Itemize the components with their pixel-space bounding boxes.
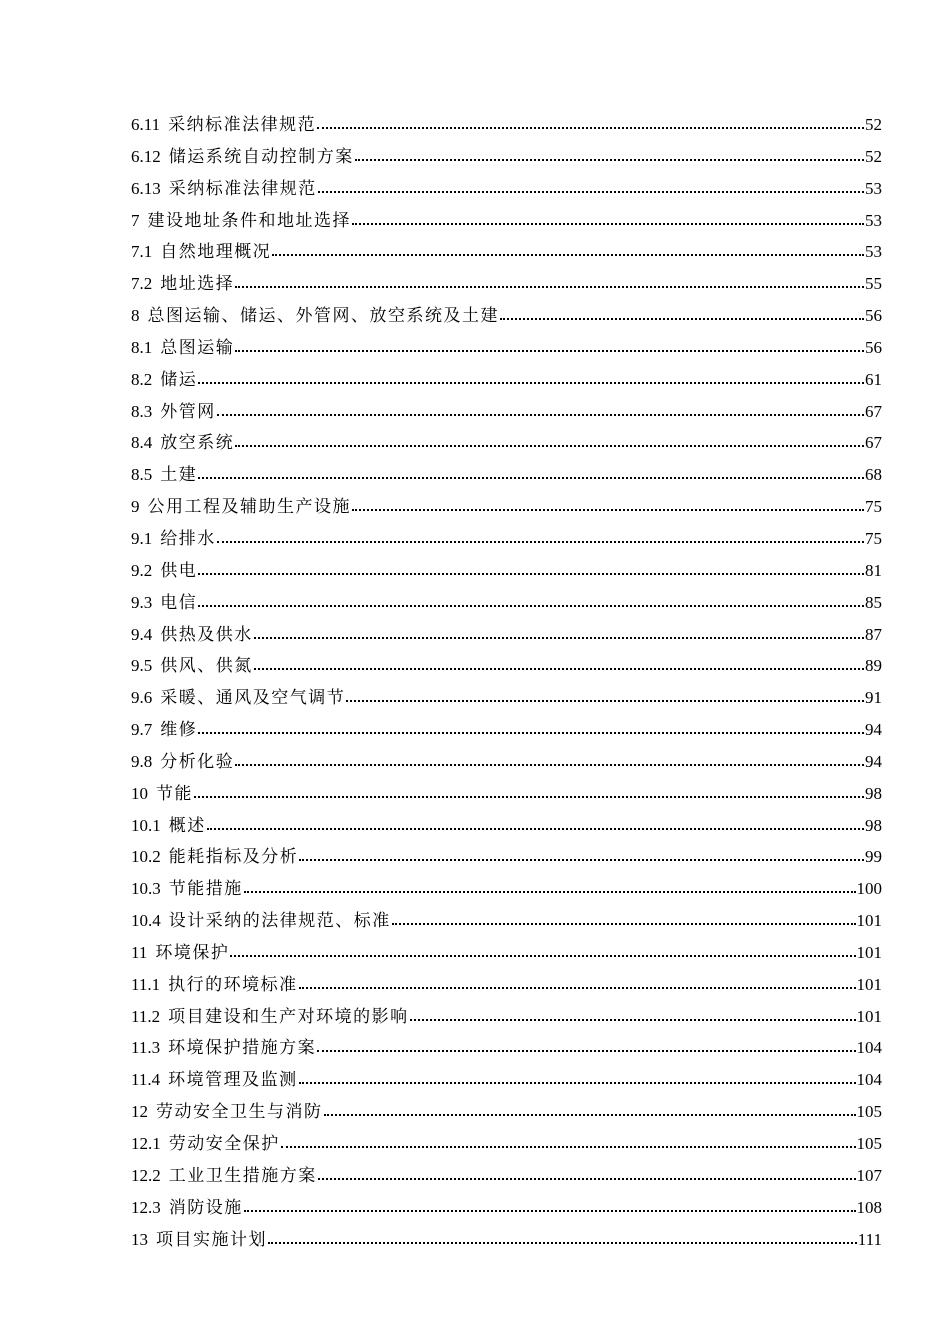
toc-dot-leader [299,986,856,989]
toc-page-number: 101 [856,974,882,994]
toc-section-title: 放空系统 [160,433,235,453]
toc-dot-leader [324,1113,856,1116]
toc-section-title: 劳动安全卫生与消防 [156,1102,323,1122]
toc-section-number: 7.1 [131,242,153,262]
toc-section-number: 9.3 [131,592,153,612]
toc-dot-leader [244,890,856,893]
toc-section-title: 总图运输 [160,337,235,357]
toc-section-title: 环境保护措施方案 [168,1038,317,1058]
toc-section-title: 执行的环境标准 [168,974,298,994]
toc-dot-leader [352,508,864,511]
toc-section-title: 地址选择 [160,274,235,294]
toc-section-title: 维修 [160,720,198,740]
toc-section-title: 环境保护 [155,942,230,962]
toc-dot-leader [235,763,864,766]
toc-entry[interactable] [131,1224,882,1256]
toc-dot-leader [207,827,864,830]
toc-page-number: 104 [856,1038,882,1058]
toc-dot-leader [217,540,864,543]
toc-section-number: 8.3 [131,401,153,421]
toc-entry[interactable] [131,1096,882,1128]
toc-entry[interactable] [131,619,882,651]
toc-page-number: 75 [865,528,882,548]
toc-page-number: 52 [865,115,882,134]
toc-page-number: 105 [856,1102,882,1122]
toc-section-title: 设计采纳的法律规范、标准 [168,911,391,931]
toc-section-number: 12.3 [131,1197,161,1217]
toc-entry[interactable] [131,364,882,396]
toc-section-title: 劳动安全保护 [168,1134,280,1153]
toc-entry[interactable] [131,1032,882,1064]
toc-section-number: 9.5 [131,656,153,676]
toc-section-title: 分析化验 [160,751,235,771]
toc-section-number: 7.2 [131,274,153,294]
toc-section-title: 采纳标准法律规范 [168,178,317,198]
toc-section-number: 6.11 [131,115,161,134]
toc-section-title: 供电 [160,560,198,580]
toc-page-number: 108 [856,1197,882,1217]
toc-page-number: 56 [865,306,882,326]
toc-section-title: 采暖、通风及空气调节 [160,688,346,708]
toc-section-number: 8.1 [131,337,153,357]
toc-page-number: 56 [865,337,882,357]
toc-section-title: 储运 [160,369,198,389]
toc-section-title: 给排水 [160,528,216,548]
toc-dot-leader [235,349,864,352]
toc-section-number: 12.2 [131,1165,161,1185]
toc-section-number: 10.3 [131,879,161,899]
toc-page-number: 101 [856,942,882,962]
toc-dot-leader [299,858,864,861]
toc-page-number: 91 [865,688,882,708]
toc-section-title: 能耗指标及分析 [168,847,299,867]
toc-page-number: 98 [865,815,882,835]
toc-section-number: 9.1 [131,528,153,548]
toc-entry[interactable] [131,937,882,969]
toc-section-number: 9.6 [131,688,153,708]
toc-dot-leader [254,636,864,639]
toc-page-number: 53 [865,210,882,230]
toc-section-number: 9.7 [131,720,153,740]
toc-page-number: 99 [865,847,882,867]
toc-section-number: 11.2 [131,1006,161,1026]
toc-section-title: 节能措施 [168,879,243,899]
toc-section-number: 11.3 [131,1038,161,1058]
toc-section-title: 自然地理概况 [160,242,272,262]
toc-dot-leader [346,699,864,702]
toc-page-number: 53 [865,178,882,198]
toc-section-number: 6.13 [131,178,161,198]
toc-entry[interactable] [131,746,882,778]
toc-section-title: 外管网 [160,401,216,421]
toc-section-title: 供热及供水 [160,624,253,644]
toc-section-number: 10.4 [131,911,161,931]
toc-dot-leader [410,1018,856,1021]
toc-dot-leader [355,158,864,161]
toc-section-title: 电信 [160,592,198,612]
toc-dot-leader [198,476,864,479]
toc-entry[interactable] [131,1128,882,1160]
toc-page-number: 67 [865,433,882,453]
toc-dot-leader [500,317,864,320]
toc-section-title: 概述 [168,815,206,835]
toc-entry[interactable] [131,969,882,1001]
toc-section-number: 9.4 [131,624,153,644]
toc-entry[interactable] [131,778,882,810]
toc-entry[interactable] [131,650,882,682]
toc-dot-leader [299,1081,856,1084]
toc-entry[interactable] [131,268,882,300]
toc-entry[interactable] [131,1192,882,1224]
toc-dot-leader [230,954,855,957]
toc-dot-leader [198,572,864,575]
toc-section-number: 7 [131,210,140,230]
toc-entry[interactable] [131,173,882,205]
toc-section-title: 建设地址条件和地址选择 [147,210,351,230]
toc-page-number: 101 [856,911,882,931]
toc-section-title: 节能 [156,783,193,803]
toc-entry[interactable] [131,1160,882,1192]
toc-dot-leader [392,922,856,925]
toc-dot-leader [235,444,864,447]
toc-entry[interactable] [131,1064,882,1096]
toc-page-number: 104 [856,1070,882,1090]
toc-section-number: 11.1 [131,974,161,994]
toc-entry[interactable] [131,714,882,746]
toc-dot-leader [318,1177,856,1180]
toc-section-number: 11.4 [131,1070,161,1090]
toc-section-number: 9 [131,497,140,517]
toc-page-number: 94 [865,720,882,740]
toc-dot-leader [272,253,864,256]
toc-dot-leader [244,1209,856,1212]
toc-page-number: 100 [856,879,882,899]
toc-entry[interactable] [131,841,882,873]
toc-page-number: 68 [865,465,882,485]
toc-dot-leader [318,190,864,193]
toc-entry[interactable] [131,587,882,619]
toc-entry[interactable] [131,427,882,459]
toc-entry[interactable] [131,396,882,428]
toc-page-number: 89 [865,656,882,676]
toc-section-number: 11 [131,942,148,962]
toc-entry[interactable] [131,873,882,905]
toc-section-title: 消防设施 [168,1197,243,1217]
toc-dot-leader [198,604,864,607]
toc-page-number: 85 [865,592,882,612]
toc-page-number: 107 [856,1165,882,1185]
toc-page-number: 94 [865,751,882,771]
toc-entry[interactable] [131,905,882,937]
toc-dot-leader [281,1145,856,1148]
toc-section-number: 9.2 [131,560,153,580]
toc-section-number: 8.4 [131,433,153,453]
toc-page-number: 61 [865,369,882,389]
toc-section-title: 采纳标准法律规范 [168,115,317,134]
toc-section-number: 8.5 [131,465,153,485]
toc-section-number: 12.1 [131,1134,161,1153]
toc-entry[interactable] [131,555,882,587]
toc-page-number: 87 [865,624,882,644]
toc-dot-leader [317,1049,855,1052]
toc-section-title: 项目实施计划 [156,1229,267,1249]
toc-dot-leader [235,285,864,288]
toc-section-title: 工业卫生措施方案 [168,1165,317,1185]
toc-page-number: 81 [865,560,882,580]
toc-entry[interactable] [131,109,882,141]
toc-section-number: 8 [131,306,140,326]
toc-page-number: 55 [865,274,882,294]
table-of-contents [131,109,882,1255]
toc-page-number: 111 [857,1229,882,1249]
toc-entry[interactable] [131,236,882,268]
toc-dot-leader [254,667,864,670]
toc-dot-leader [198,731,864,734]
toc-page-number: 53 [865,242,882,262]
toc-section-number: 9.8 [131,751,153,771]
toc-section-title: 储运系统自动控制方案 [168,146,354,166]
toc-entry[interactable] [131,523,882,555]
toc-page-number: 98 [865,783,882,803]
toc-section-number: 8.2 [131,369,153,389]
toc-dot-leader [198,381,864,384]
toc-section-number: 13 [131,1229,148,1249]
toc-section-title: 总图运输、储运、外管网、放空系统及土建 [147,306,499,326]
toc-section-number: 12 [131,1102,148,1122]
toc-entry[interactable] [131,141,882,173]
toc-section-number: 6.12 [131,146,161,166]
toc-section-title: 供风、供氮 [160,656,253,676]
toc-dot-leader [217,413,864,416]
toc-entry[interactable] [131,205,882,237]
toc-dot-leader [194,795,864,798]
toc-entry[interactable] [131,682,882,714]
toc-page-number: 75 [865,497,882,517]
toc-dot-leader [352,222,864,225]
toc-entry[interactable] [131,332,882,364]
toc-entry[interactable] [131,300,882,332]
toc-entry[interactable] [131,491,882,523]
toc-section-title: 项目建设和生产对环境的影响 [168,1006,409,1026]
toc-section-title: 土建 [160,465,198,485]
toc-page-number: 105 [856,1134,882,1153]
toc-page-number: 52 [865,146,882,166]
toc-section-title: 环境管理及监测 [168,1070,298,1090]
toc-dot-leader [317,126,864,129]
toc-page-number: 67 [865,401,882,421]
toc-section-number: 10.1 [131,815,161,835]
toc-section-number: 10 [131,783,148,803]
toc-section-title: 公用工程及辅助生产设施 [147,497,351,517]
toc-dot-leader [268,1241,857,1244]
toc-section-number: 10.2 [131,847,161,867]
toc-page-number: 101 [856,1006,882,1026]
toc-entry[interactable] [131,810,882,842]
toc-entry[interactable] [131,1001,882,1033]
toc-entry[interactable] [131,459,882,491]
